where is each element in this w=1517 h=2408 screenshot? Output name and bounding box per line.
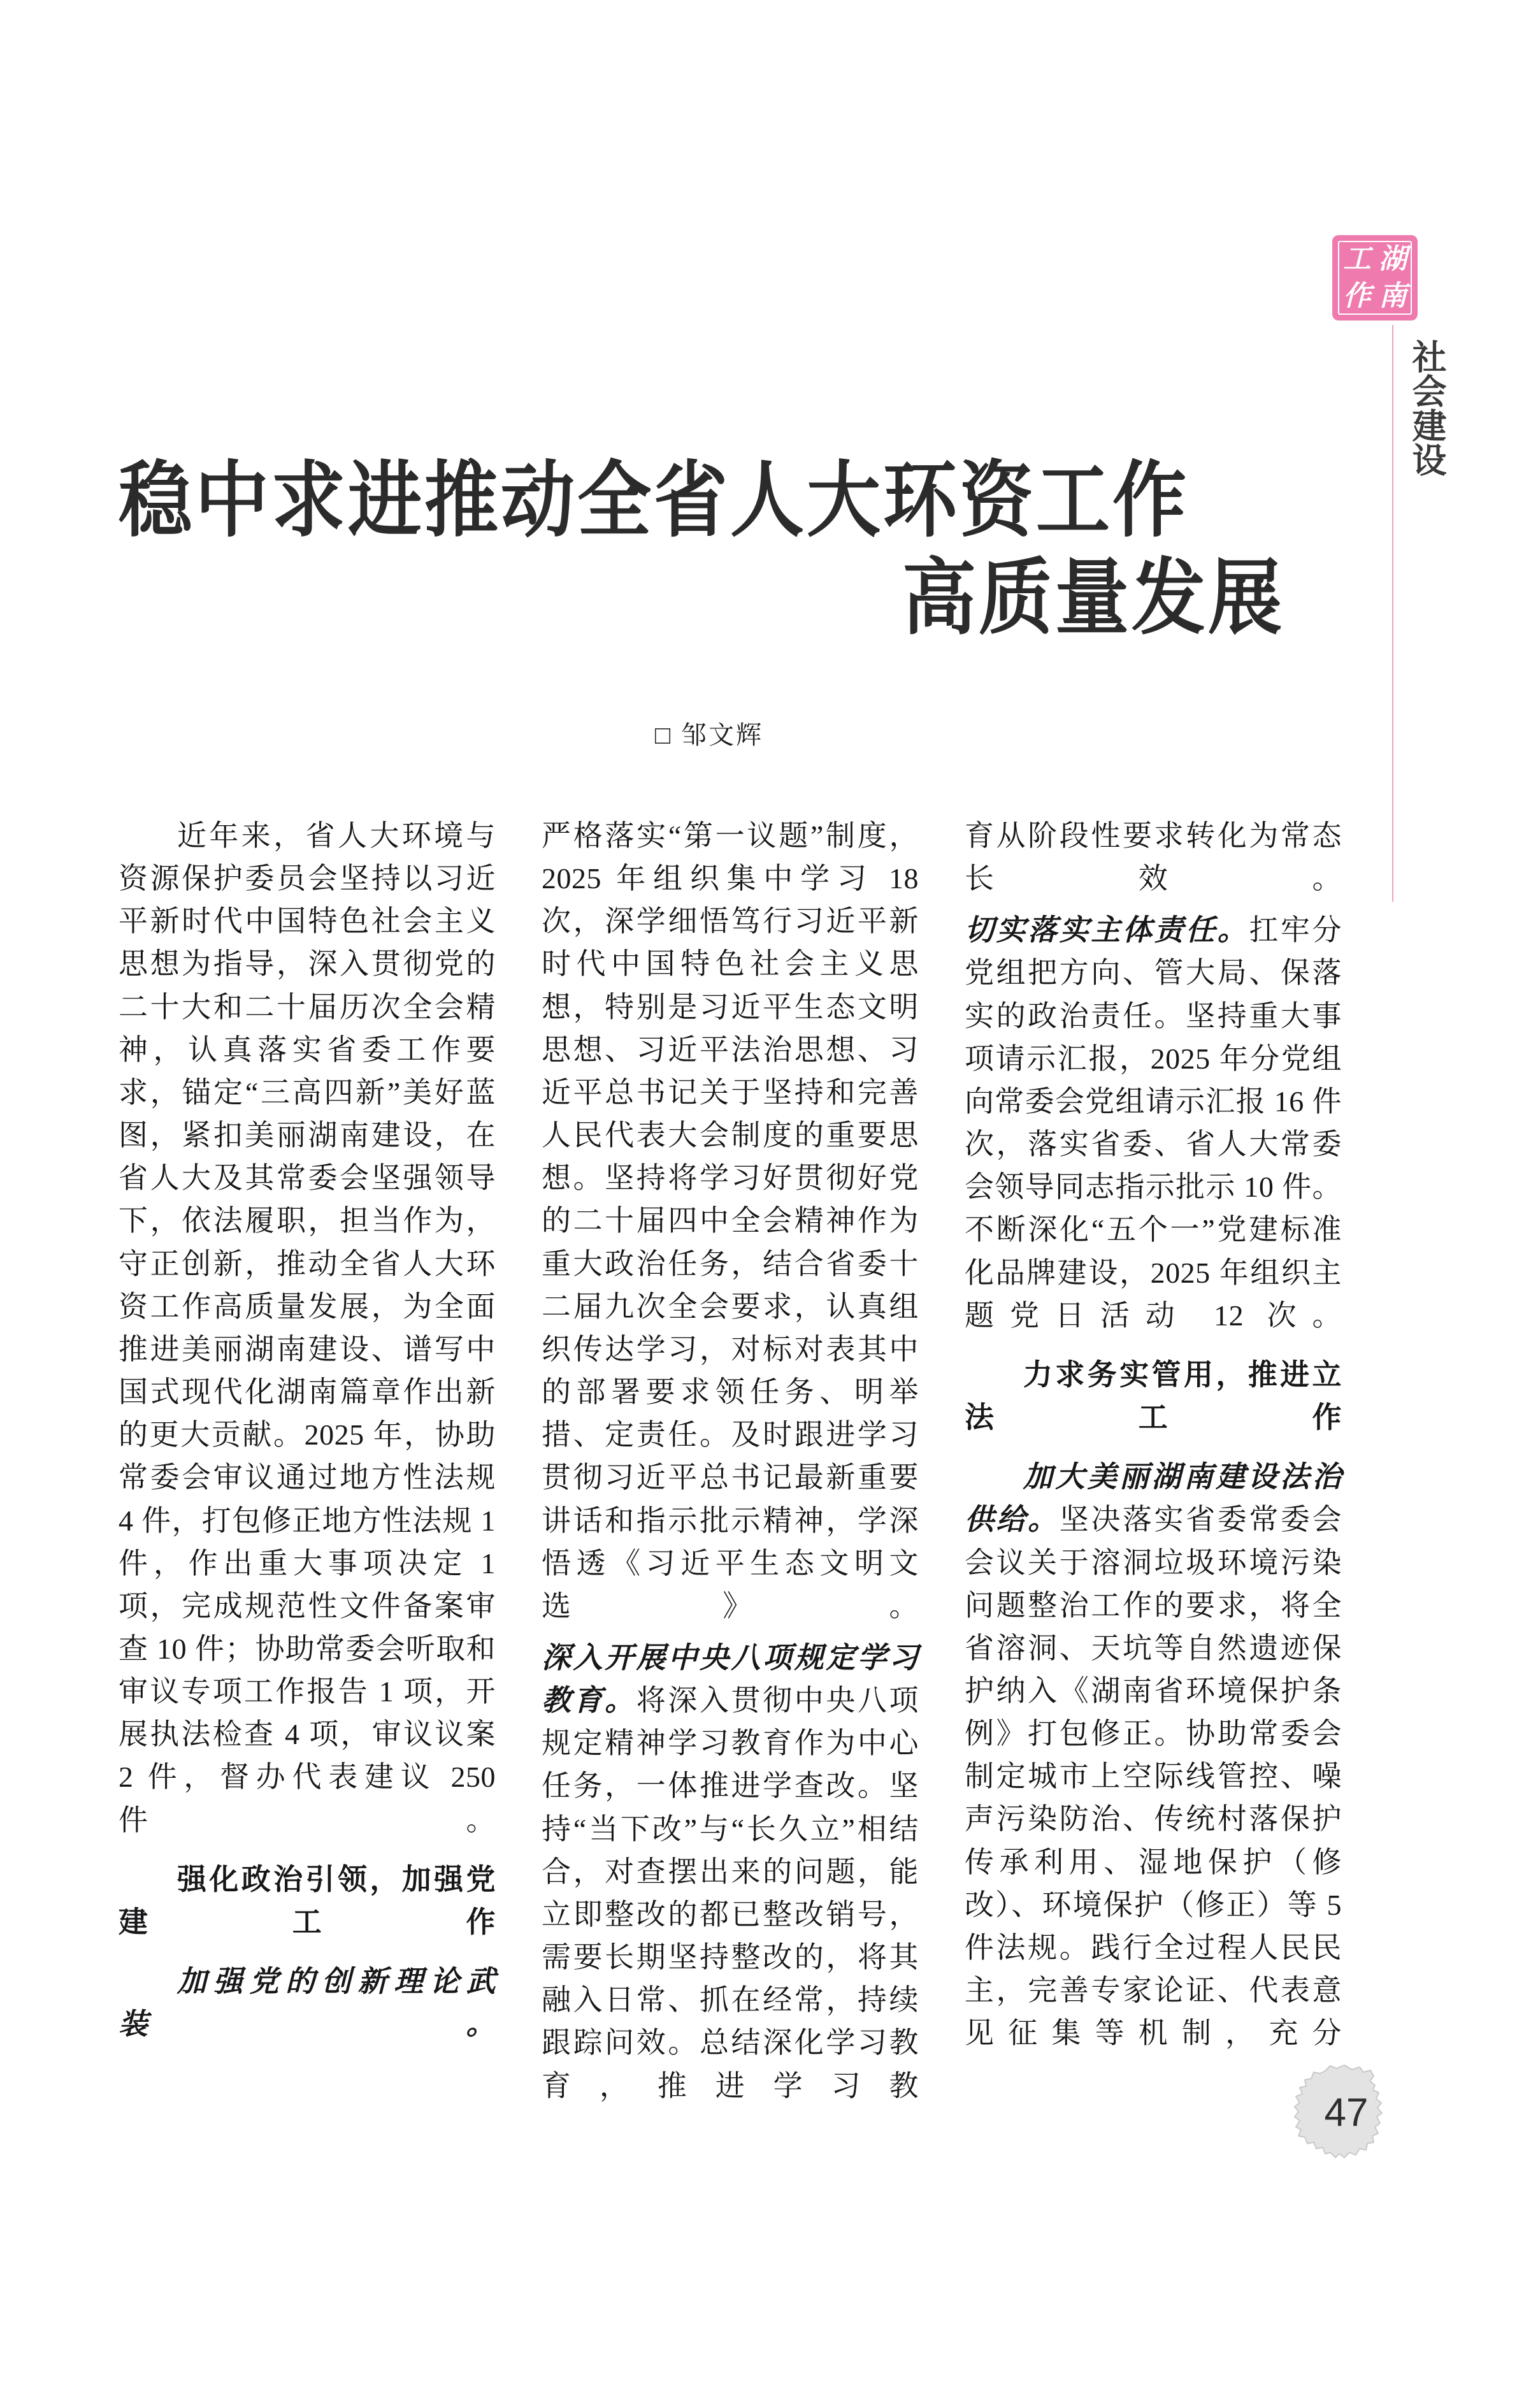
page-title-line-1: 稳中求进推动全省人大环资工作 (119, 454, 1189, 547)
body-paragraph: 严格落实“第一议题”制度，2025 年组织集中学习 18 次，深学细悟笃行习近平新时代中国特色社会主义思想，特别是习近平生态文明思想、习近平法治思想、习近平总书记关于坚持和完善人民代表大会制度的重要思想。坚持将学习好贯彻好党的二十届四中全会精神作为重大政治任务，结合省委十二届九次全会要求，认真组织传达学习，对标对表其中的部署要求领任务、明举措、定责任。及时跟进学习贯彻习近平总书记最新重要讲话和指示批示精神，学深悟透《习近平生态文明文选》。 (542, 819, 919, 1622)
body-paragraph: 加大美丽湖南建设法治供给。坚决落实省委常委会会议关于溶洞垃圾环境污染问题整治工作的要求，将全省溶洞、天坑等自然遗迹保护纳入《湖南省环境保护条例》打包修正。协助常委会制定城市上空际线管控、噪声污染防治、传统村落保护传承利用、湿地保护（修改）、环境保护（修正）等 5 件法规。践行全过程人民民主，完善专家论证、代表意见征集等机制，充分 (965, 1460, 1342, 2050)
seal-char-2: 湖 (1379, 243, 1407, 275)
page-title-line-2: 高质量发展 (902, 551, 1284, 645)
body-paragraph: 切实落实主体责任。扛牢分党组把方向、管大局、保落实的政治责任。坚持重大事项请示汇报，2025 年分党组向常委会党组请示汇报 16 件次，落实省委、省人大常委会领导同志指示批示 10 件。不断深化“五个一”党建标准化品牌建设，2025 年组织主题党日活动 12 次。 (965, 914, 1342, 1332)
byline-marker-icon: □ (655, 721, 673, 749)
seal-glyphs (1339, 241, 1411, 315)
rail-divider-line (1392, 325, 1393, 902)
page-title (119, 446, 1329, 645)
publication-seal (1334, 237, 1416, 319)
seal-char-4: 南 (1379, 280, 1407, 312)
paragraph-lead-in: 切实落实主体责任。 (965, 914, 1249, 947)
page-number-badge (1286, 2057, 1407, 2178)
spacer (965, 1439, 1342, 1455)
body-paragraph (119, 1960, 496, 2045)
section-label: 社会建设 (1407, 339, 1446, 477)
seal-char-3: 作 (1343, 280, 1371, 312)
text-column-2 (542, 814, 919, 2102)
section-subheading: 力求务实管用，推进立法工作 (965, 1358, 1342, 1434)
spacer (119, 1943, 496, 1960)
text-column-1 (119, 814, 496, 2076)
paragraph-lead-in: 加大美丽湖南建设法治供给。 (965, 1460, 1342, 1536)
body-paragraph: 近年来，省人大环境与资源保护委员会坚持以习近平新时代中国特色社会主义思想为指导，深入贯彻党的二十大和二十届历次全会精神，认真落实省委工作要求，锚定“三高四新”美好蓝图，紧扣美丽湖南建设，在省人大及其常委会坚强领导下，依法履职，担当作为，守正创新，推动全省人大环资工作高质量发展，为全面推进美丽湖南建设、谱写中国式现代化湖南篇章作出新的更大贡献。2025 年，协助常委会审议通过地方性法规 4 件，打包修正地方性法规 1 件，作出重大事项决定 1 项，完成规范性文件备案审查 10 件；协助常委会听取和审议专项工作报告 1 项，开展执法检查 4 项，审议议案 2 件，督办代表建议 250 件。 (119, 819, 496, 1836)
page-number: 47 (1324, 2091, 1369, 2135)
text-column-3 (965, 814, 1342, 2076)
spacer (119, 1842, 496, 1858)
paragraph-lead-in: 加强党的创新理论武装。 (119, 1965, 496, 2041)
byline (655, 715, 763, 751)
body-paragraph: 育从阶段性要求转化为常态长效。 (965, 819, 1342, 895)
author-name: 邹文辉 (681, 721, 764, 749)
spacer (965, 900, 1342, 909)
body-paragraph: 深入开展中央八项规定学习教育。将深入贯彻中央八项规定精神学习教育作为中心任务，一体推进学查改。坚持“当下改”与“长久立”相结合，对查摆出来的问题，能立即整改的都已整改销号，需要长期坚持整改的，将其融入日常、抓在经常，持续跟踪问效。总结深化学习教育，推进学习教 (542, 1641, 919, 2102)
section-subheading: 强化政治引领，加强党建工作 (119, 1863, 496, 1938)
spacer (542, 1627, 919, 1636)
paragraph-lead-in: 深入开展中央八项规定学习教育。 (542, 1641, 919, 1717)
spacer (965, 1337, 1342, 1353)
article-body (119, 814, 1342, 2102)
seal-char-1: 工 (1343, 243, 1371, 275)
